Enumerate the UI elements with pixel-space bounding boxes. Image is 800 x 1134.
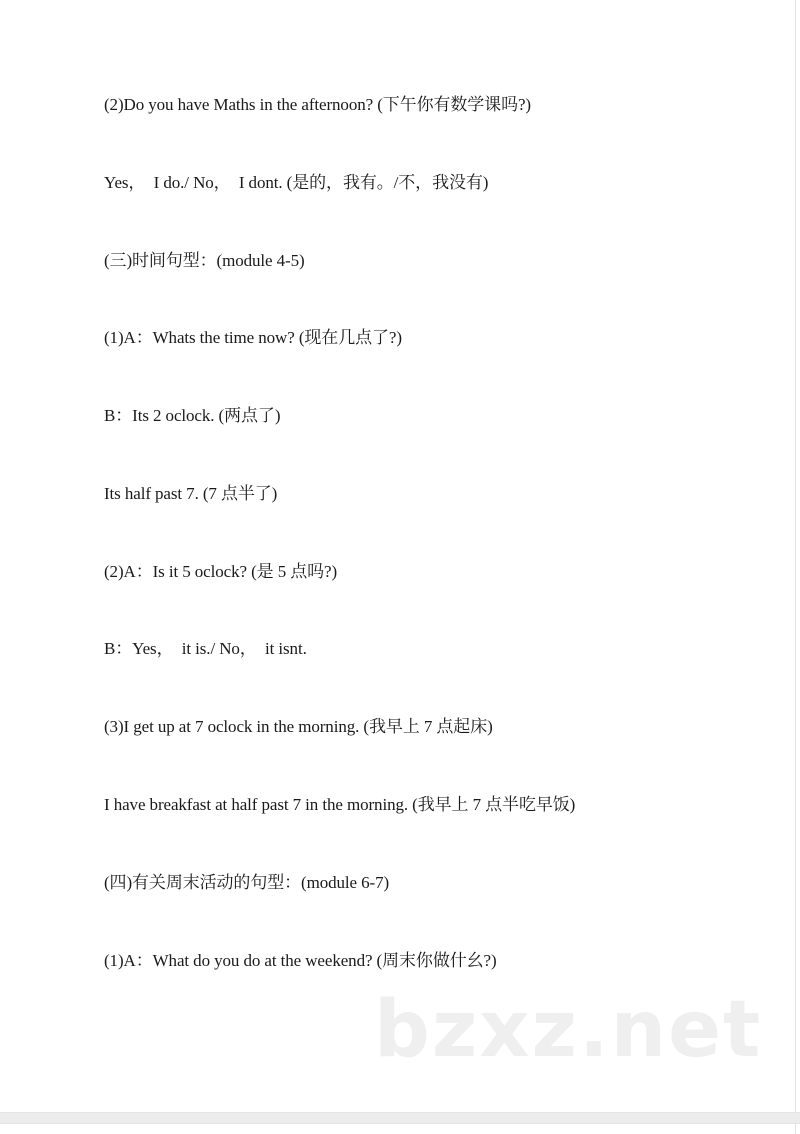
section-heading-time: (三)时间句型：(module 4-5): [104, 251, 305, 270]
text-line-five-oclock-question: (2)A：Is it 5 oclock? (是 5 点吗?): [104, 562, 338, 581]
page-separator: [0, 1112, 800, 1124]
text-line-five-oclock-answer: B：Yes， it is./ No， it isnt.: [104, 639, 307, 658]
text-line-time-question: (1)A：Whats the time now? (现在几点了?): [104, 328, 402, 347]
next-page-edge: [0, 1124, 796, 1134]
text-line-time-answer: B：Its 2 oclock. (两点了): [104, 406, 281, 425]
text-line-maths-answer: Yes， I do./ No， I dont. (是的，我有。/不，我没有): [104, 173, 489, 192]
section-heading-weekend: (四)有关周末活动的句型：(module 6-7): [104, 873, 390, 892]
text-line-half-past: Its half past 7. (7 点半了): [104, 484, 278, 503]
text-line-maths-question: (2)Do you have Maths in the afternoon? (下午你有数学课吗?): [104, 95, 531, 114]
watermark: bzxz.net: [374, 985, 763, 1075]
text-line-weekend-question: (1)A：What do you do at the weekend? (周末你做什幺?): [104, 951, 497, 970]
text-line-get-up: (3)I get up at 7 oclock in the morning. (我早上 7 点起床): [104, 717, 493, 736]
text-line-breakfast: I have breakfast at half past 7 in the morning. (我早上 7 点半吃早饭): [104, 795, 576, 814]
